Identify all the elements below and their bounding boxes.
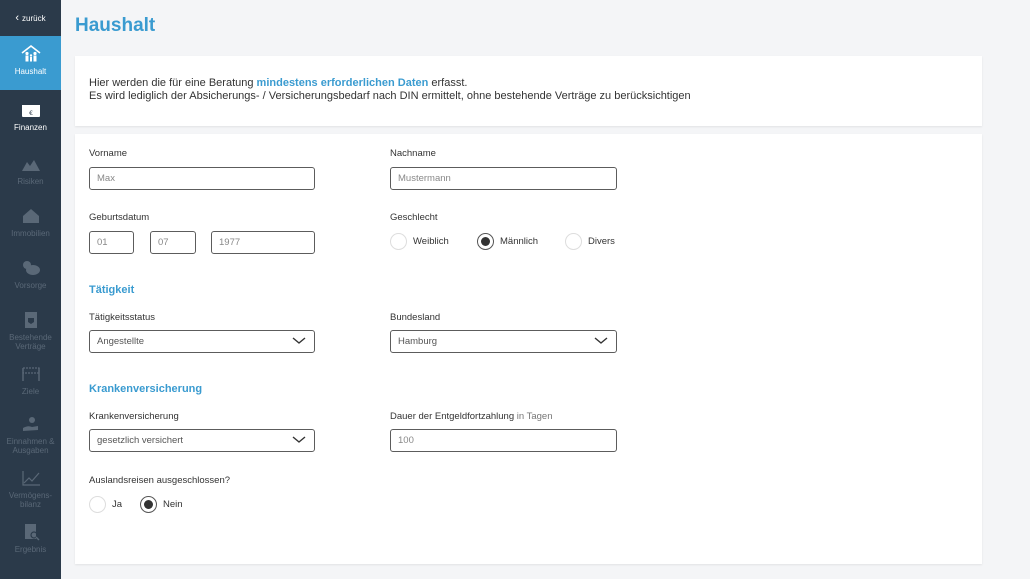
radio-label: Männlich [500, 236, 539, 247]
radio-circle [565, 233, 582, 250]
entgeltfortzahlung-input[interactable]: 100 [390, 429, 617, 452]
sidebar-item-vermoegensbilanz[interactable] [0, 460, 61, 514]
piggy-bank-icon [20, 258, 42, 278]
birth-year-input[interactable]: 1977 [211, 231, 315, 254]
sidebar-item-ergebnis[interactable] [0, 514, 61, 568]
sidebar-item-label: Immobilien [11, 229, 50, 238]
radio-circle [477, 233, 494, 250]
nachname-input[interactable]: Mustermann [390, 167, 617, 190]
label-unit: in Tagen [516, 411, 553, 422]
sidebar [0, 0, 61, 579]
geschlecht-label: Geschlecht [390, 212, 438, 223]
info-card [75, 56, 982, 126]
house-icon [20, 206, 42, 226]
radio-circle [390, 233, 407, 250]
svg-text:€: € [28, 110, 33, 117]
sidebar-item-ziele[interactable] [0, 356, 61, 410]
geburtsdatum-label: Geburtsdatum [89, 212, 150, 223]
label-text: Dauer der Entgeldfortzahlung [390, 411, 515, 422]
chart-line-icon [20, 468, 42, 488]
sidebar-item-haushalt[interactable] [0, 36, 61, 90]
goal-icon [20, 364, 42, 384]
select-value: gesetzlich versichert [97, 435, 184, 446]
radio-dot [481, 237, 490, 246]
sidebar-item-label: Ergebnis [14, 545, 47, 554]
sidebar-item-label: Vermögens-bilanz [8, 491, 53, 509]
taetigkeitsstatus-label: Tätigkeitsstatus [89, 312, 155, 323]
birth-month-input[interactable]: 07 [150, 231, 196, 254]
sidebar-item-vorsorge[interactable] [0, 250, 61, 304]
wallet-icon [20, 100, 42, 120]
birth-day-input[interactable]: 01 [89, 231, 134, 254]
auslandsreisen-label: Auslandsreisen ausgeschlossen? [89, 475, 231, 486]
radio-circle [89, 496, 106, 513]
radio-label: Ja [112, 499, 123, 510]
sidebar-item-einnahmen-ausgaben[interactable] [0, 406, 61, 460]
section-title-krankenversicherung: Krankenversicherung [89, 383, 203, 395]
sidebar-item-finanzen[interactable] [0, 92, 61, 146]
info-text: erfasst. [428, 77, 468, 89]
vorname-label: Vorname [89, 148, 128, 159]
radio-label: Weiblich [413, 236, 449, 247]
bundesland-select[interactable] [390, 330, 617, 353]
page-title: Haushalt [75, 15, 156, 36]
chevron-down-icon [292, 435, 306, 445]
radio-label: Divers [588, 236, 615, 247]
family-icon [20, 44, 42, 64]
sidebar-item-label: Bestehende Verträge [9, 333, 52, 351]
info-line-2: Es wird lediglich der Absicherungs- / Versicherungsbedarf nach DIN ermittelt, ohne bestehende Verträge zu berücksichtigen [89, 90, 691, 102]
radio-label: Nein [163, 499, 183, 510]
radio-weiblich[interactable] [390, 233, 449, 250]
nachname-label: Nachname [390, 148, 436, 159]
chevron-left-icon: ‹ [15, 11, 20, 24]
money-hand-icon [20, 414, 42, 434]
entgeltfortzahlung-label [390, 411, 553, 422]
radio-circle [140, 496, 157, 513]
radio-dot [144, 500, 153, 509]
radio-maennlich[interactable] [477, 233, 538, 250]
bundesland-label: Bundesland [390, 312, 441, 323]
contract-icon [20, 310, 42, 330]
back-label: zurück [22, 13, 46, 23]
chevron-down-icon [594, 336, 608, 346]
sidebar-item-label: Haushalt [14, 67, 47, 76]
sidebar-item-immobilien[interactable] [0, 198, 61, 252]
info-highlight: mindestens erforderlichen Daten [256, 77, 429, 89]
krankenversicherung-label: Krankenversicherung [89, 411, 179, 422]
vorname-input[interactable]: Max [89, 167, 315, 190]
risk-icon [20, 154, 42, 174]
taetigkeitsstatus-select[interactable] [89, 330, 315, 353]
chevron-down-icon [292, 336, 306, 346]
select-value: Hamburg [398, 336, 438, 347]
sidebar-item-label: Einnahmen & Ausgaben [6, 437, 55, 455]
radio-ja[interactable] [89, 496, 122, 513]
select-value: Angestellte [97, 336, 145, 347]
sidebar-item-label: Ziele [21, 387, 40, 396]
result-icon [20, 522, 42, 542]
sidebar-item-label: Risiken [17, 177, 44, 186]
info-text: Hier werden die für eine Beratung [89, 77, 257, 89]
sidebar-item-label: Vorsorge [14, 281, 47, 290]
form-card [75, 134, 982, 564]
sidebar-item-risiken[interactable] [0, 146, 61, 200]
radio-divers[interactable] [565, 233, 615, 250]
section-title-taetigkeit: Tätigkeit [89, 284, 135, 296]
back-button[interactable] [0, 0, 61, 36]
krankenversicherung-select[interactable] [89, 429, 315, 452]
radio-nein[interactable] [140, 496, 183, 513]
info-line-1 [89, 77, 968, 90]
sidebar-item-label: Finanzen [14, 123, 47, 132]
sidebar-item-bestehende-vertraege[interactable] [0, 302, 61, 356]
